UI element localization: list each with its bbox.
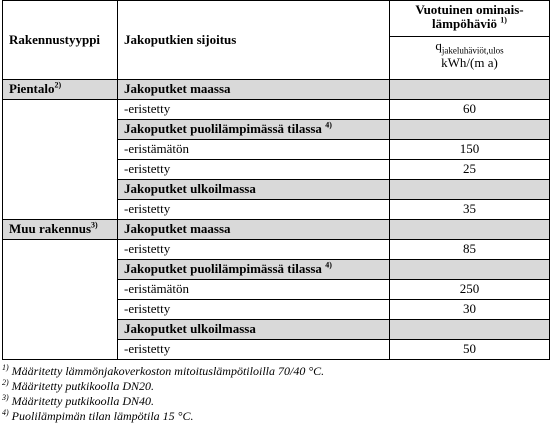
insulation-label: -eristetty	[118, 340, 390, 360]
header-annual-heat-loss-line2	[394, 17, 545, 31]
header-symbol-subscript: jakeluhäviöt,ulos	[441, 45, 504, 56]
pipe-placement-label	[118, 80, 390, 100]
heat-loss-table	[2, 0, 550, 360]
pipe-placement-text: Jakoputket maassa	[124, 221, 231, 237]
footnote	[2, 394, 549, 409]
building-type-text: Pientalo	[9, 81, 55, 96]
building-type-cell	[3, 80, 118, 220]
section-value-blank	[390, 180, 550, 200]
heat-loss-value: 35	[390, 200, 550, 220]
pipe-placement-label	[118, 260, 390, 280]
insulation-label: -eristetty	[118, 100, 390, 120]
header-annual-heat-loss	[390, 1, 550, 80]
header-annual-heat-loss-line1: Vuotuinen ominais-	[415, 2, 524, 17]
header-line2-footnote-mark: 1)	[500, 15, 507, 25]
heat-loss-value: 250	[390, 280, 550, 300]
pipe-placement-footnote-mark: 4)	[325, 261, 332, 271]
table-header-row	[3, 1, 550, 80]
footnote	[2, 379, 549, 394]
section-value-blank	[390, 260, 550, 280]
building-type-footnote-mark: 2)	[54, 80, 62, 90]
footnote-text: Määritetty putkikoolla DN40.	[11, 394, 154, 408]
building-type-label	[3, 80, 117, 100]
footnote-text: Puolilämpimän tilan lämpötila 15 °C.	[11, 409, 194, 423]
pipe-placement-label	[118, 120, 390, 140]
pipe-placement-text: Jakoputket puolilämpimässä tilassa	[124, 261, 322, 277]
insulation-label: -eristetty	[118, 240, 390, 260]
footnote-text: Määritetty lämmönjakoverkoston mitoituslämpötiloilla 70/40 °C.	[11, 364, 325, 378]
heat-loss-value: 25	[390, 160, 550, 180]
insulation-label: -eristetty	[118, 160, 390, 180]
building-type-label	[3, 220, 117, 240]
header-symbol-q: q	[435, 37, 442, 53]
header-unit: kWh/(m a)	[441, 55, 498, 71]
building-type-cell	[3, 220, 118, 360]
building-type-text: Muu rakennus	[9, 221, 91, 236]
header-building-type: Rakennustyyppi	[3, 1, 118, 80]
pipe-placement-label	[118, 320, 390, 340]
pipe-placement-text: Jakoputket maassa	[124, 81, 231, 97]
insulation-label: -eristämätön	[118, 140, 390, 160]
pipe-placement-label	[118, 180, 390, 200]
footnote-mark: 1)	[2, 363, 9, 372]
header-symbol	[390, 36, 549, 56]
section-row	[3, 80, 550, 100]
section-value-blank	[390, 120, 550, 140]
footnote-mark: 2)	[2, 378, 9, 387]
building-type-footnote-mark: 3)	[91, 220, 98, 230]
footnote-mark: 4)	[2, 408, 9, 417]
footnote-mark: 3)	[2, 393, 9, 402]
document-page	[2, 0, 549, 424]
insulation-label: -eristetty	[118, 200, 390, 220]
heat-loss-value: 150	[390, 140, 550, 160]
insulation-label: -eristämätön	[118, 280, 390, 300]
insulation-label: -eristetty	[118, 300, 390, 320]
heat-loss-value: 50	[390, 340, 550, 360]
heat-loss-value: 85	[390, 240, 550, 260]
pipe-placement-text: Jakoputket ulkoilmassa	[124, 181, 256, 197]
header-pipe-placement: Jakoputkien sijoitus	[118, 1, 390, 80]
section-value-blank	[390, 320, 550, 340]
section-row	[3, 220, 550, 240]
footnote	[2, 409, 549, 424]
header-line2-text: lämpöhäviö	[432, 16, 498, 32]
pipe-placement-footnote-mark: 4)	[325, 121, 332, 131]
footnote	[2, 364, 549, 379]
pipe-placement-text: Jakoputket ulkoilmassa	[124, 321, 256, 337]
footnote-text: Määritetty putkikoolla DN20.	[11, 379, 154, 393]
heat-loss-value: 30	[390, 300, 550, 320]
footnotes	[2, 364, 549, 424]
pipe-placement-text: Jakoputket puolilämpimässä tilassa	[124, 121, 322, 137]
pipe-placement-label	[118, 220, 390, 240]
section-value-blank	[390, 220, 550, 240]
section-value-blank	[390, 80, 550, 100]
heat-loss-value: 60	[390, 100, 550, 120]
